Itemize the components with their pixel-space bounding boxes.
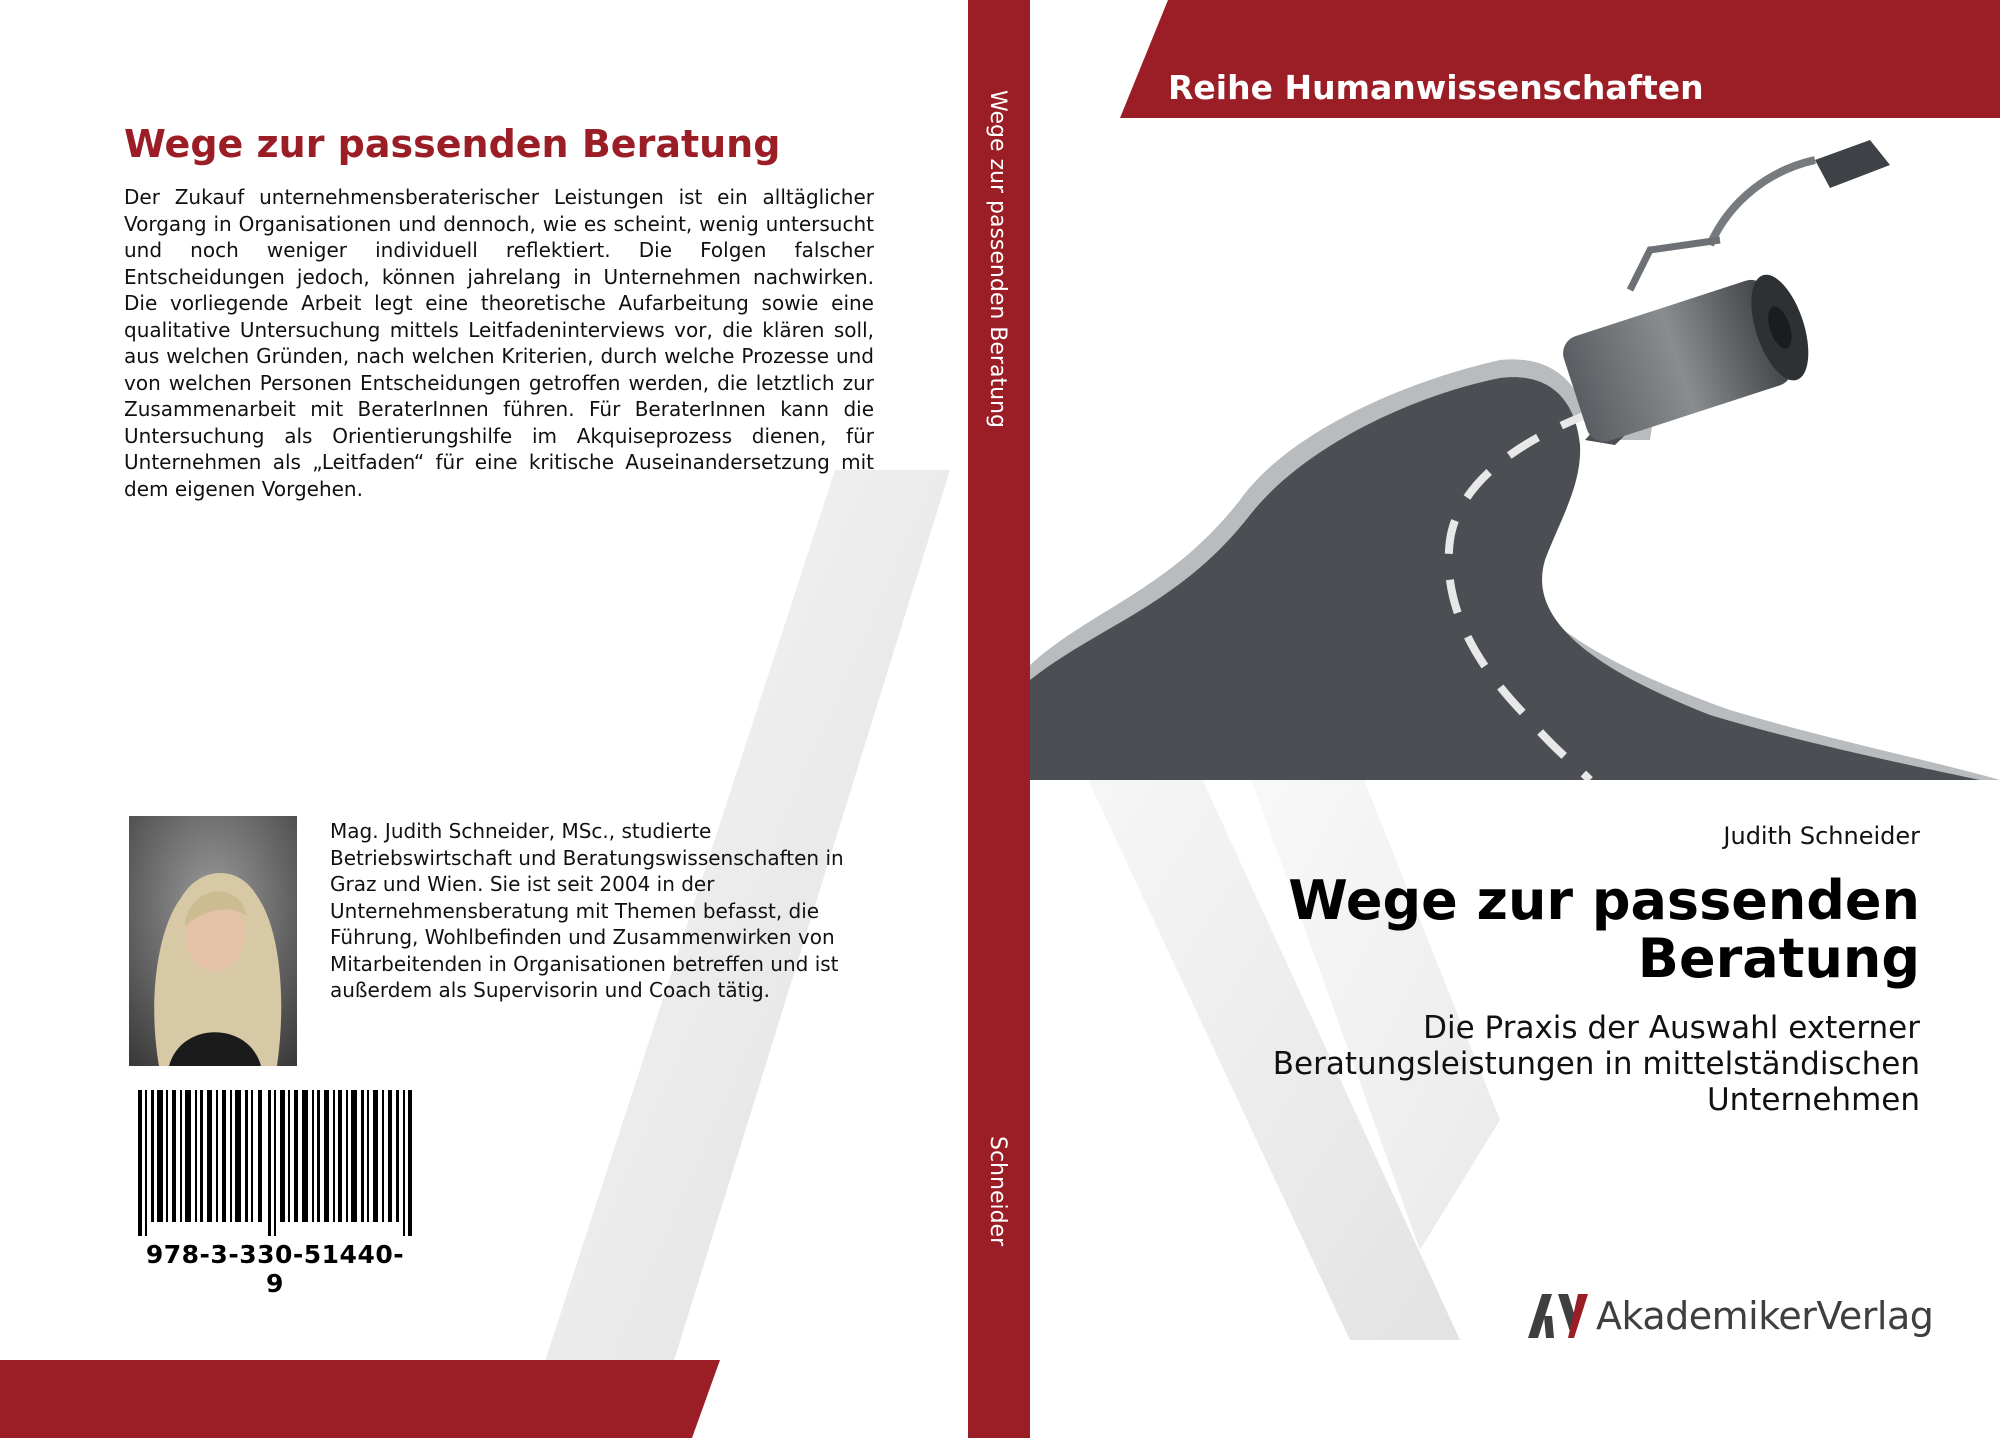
- author-photo: [129, 816, 297, 1066]
- publisher-name-suffix: Verlag: [1816, 1294, 1934, 1338]
- author-bio: Mag. Judith Schneider, MSc., studierte Betriebswirtschaft und Beratungswissenschaften in Graz und Wien. Sie ist seit 2004 in der Unternehmensberatung mit Themen befasst, die Führung, Wohlbefinden und Zusammenwirken von Mitarbeitenden in Organisationen betreffen und ist außerdem als Supervisorin und Coach tätig.: [330, 819, 844, 1002]
- series-label: Reihe Humanwissenschaften: [1168, 68, 1704, 107]
- publisher-name: [1596, 1294, 1933, 1338]
- front-author: Judith Schneider: [1723, 822, 1920, 850]
- spine-title: Wege zur passenden Beratung: [985, 90, 1010, 428]
- isbn-number: 978-3-330-51440-9: [145, 1240, 405, 1298]
- spine: [968, 0, 1030, 1438]
- paint-roller-road-icon: [1030, 140, 2000, 780]
- back-blurb: Der Zukauf unternehmensberaterischer Leistungen ist ein alltäglicher Vorgang in Organisationen und dennoch, wie es scheint, wenig untersucht und noch weniger individuell reflektiert. Die Folgen falscher Entscheidungen jedoch, können jahrelang in Unternehmen nachwirken. Die vorliegende Arbeit legt eine theoretische Aufarbeitung sowie eine qualitative Untersuchung mittels Leitfadeninterviews vor, die klären soll, aus welchen Gründen, nach welchen Kriterien, durch welche Prozesse und von welchen Personen Entscheidungen getroffen werden, die letztlich zur Zusammenarbeit mit BeraterInnen führen. Für BeraterInnen kann die Untersuchung als Orientierungshilfe im Akquiseprozess dienen, für Unternehmen als „Leitfaden“ für eine kritische Auseinandersetzung mit dem eigenen Vorgehen.: [124, 185, 874, 501]
- publisher-name-prefix: Akademiker: [1596, 1294, 1817, 1338]
- front-title: Wege zur passenden Beratung: [1288, 869, 1920, 990]
- publisher-logo: [1528, 1286, 1933, 1346]
- av-logo-icon: [1528, 1292, 1588, 1340]
- back-red-band: [0, 1360, 720, 1438]
- back-title: Wege zur passenden Beratung: [124, 122, 781, 166]
- spine-author: Schneider: [985, 1136, 1010, 1247]
- barcode-icon: [138, 1090, 412, 1236]
- front-subtitle: Die Praxis der Auswahl externer Beratungsleistungen in mittelständischen Unternehmen: [1272, 1010, 1920, 1118]
